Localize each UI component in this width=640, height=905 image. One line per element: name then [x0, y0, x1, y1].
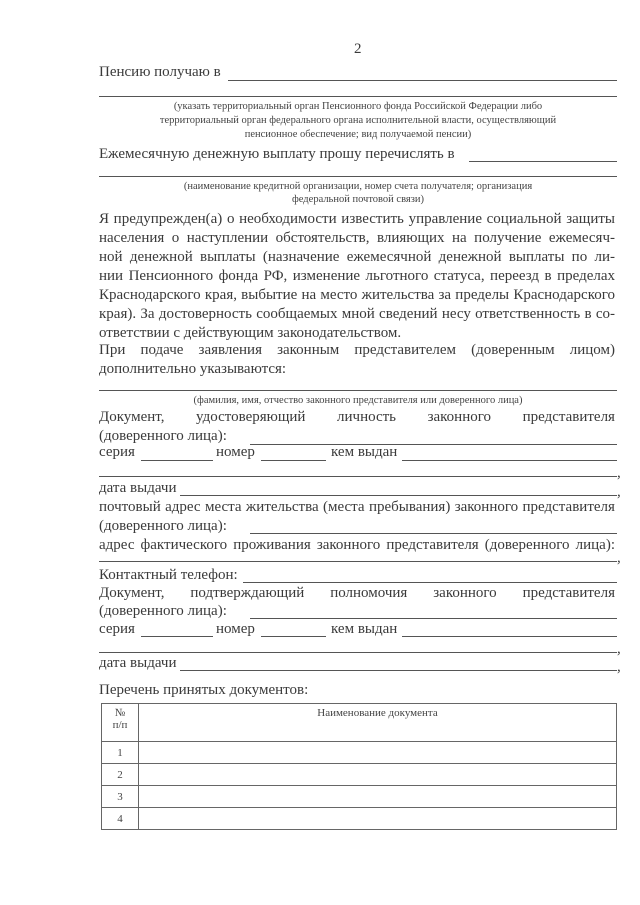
- warning-line: нии Пенсионного фонда РФ, изменение льготного статуса, переезд в пределах: [99, 268, 615, 284]
- representative-name-line[interactable]: [99, 390, 617, 391]
- issued-by-field-2b[interactable]: [402, 636, 617, 637]
- payment-caption-1: (наименование кредитной организации, номер счета получателя; организация: [183, 181, 533, 192]
- warning-line: ной денежной выплаты (назначение ежемесячной денежной выплаты по ли-: [99, 249, 615, 265]
- id-doc-field-line[interactable]: [250, 444, 617, 445]
- number-header: № п/п: [102, 704, 139, 742]
- word: личность: [337, 409, 397, 425]
- word: Документ,: [99, 585, 165, 601]
- payment-field-line-2[interactable]: [99, 176, 617, 177]
- warning-paragraph: [99, 210, 615, 343]
- warning-line: населения о наступлении обстоятельств, влияющих на получение ежемесяч-: [99, 230, 615, 246]
- name-header: Наименование документа: [139, 704, 617, 742]
- row-number: 2: [102, 764, 139, 786]
- word: почтовый: [99, 499, 161, 515]
- issued-by-field[interactable]: [402, 460, 617, 461]
- representative-intro: [99, 341, 615, 379]
- word: законного: [427, 409, 492, 425]
- table-row: [102, 742, 617, 764]
- pension-caption-1: (указать территориальный орган Пенсионного фонда Российской Федерации либо: [173, 101, 543, 112]
- issue-date-field-2[interactable]: [180, 670, 617, 671]
- pension-label: Пенсию получаю в: [99, 64, 221, 80]
- authority-doc-line: [99, 584, 615, 603]
- word: законного: [433, 585, 497, 601]
- id-doc-line: [99, 408, 615, 427]
- word: полномочия: [330, 585, 408, 601]
- issued-by-field-2[interactable]: [99, 476, 617, 477]
- id-doc-line-2: (доверенного лица):: [99, 428, 227, 444]
- row-number: 1: [102, 742, 139, 764]
- issued-by-label: кем выдан: [331, 444, 398, 460]
- word: проживания: [233, 537, 311, 553]
- authority-doc-field[interactable]: [250, 618, 617, 619]
- word: удостоверяющий: [196, 409, 306, 425]
- table-row: [102, 764, 617, 786]
- series-label: серия: [99, 444, 135, 460]
- series-label-2: серия: [99, 621, 135, 637]
- intro-line: При подаче заявления законным представителем (доверенным лицом): [99, 342, 615, 358]
- authority-doc-line-2: (доверенного лица):: [99, 603, 227, 619]
- phone-label: Контактный телефон:: [99, 567, 238, 583]
- postal-address-field[interactable]: [250, 533, 617, 534]
- page-number: 2: [354, 41, 362, 57]
- word: (доверенного: [484, 537, 570, 553]
- payment-field-line[interactable]: [469, 161, 617, 162]
- word: фактического: [140, 537, 228, 553]
- warning-line: Я предупрежден(а) о необходимости известить управление социальной защиты: [99, 211, 615, 227]
- intro-line: дополнительно указываются:: [99, 361, 287, 377]
- word: представителя: [522, 585, 615, 601]
- word: места: [204, 499, 242, 515]
- series-field[interactable]: [141, 460, 213, 461]
- word: жительства: [245, 499, 319, 515]
- warning-line: края). За достоверность сообщаемых мной сведений несу ответственность в со-: [99, 306, 615, 322]
- word: (места: [322, 499, 365, 515]
- word: представителя: [522, 409, 615, 425]
- pension-caption-3: пенсионное обеспечение; вид получаемой пенсии): [244, 129, 472, 140]
- number-field[interactable]: [261, 460, 326, 461]
- word: пребывания): [368, 499, 451, 515]
- document-name-cell[interactable]: [139, 764, 617, 786]
- word: Документ,: [99, 409, 165, 425]
- pension-field-line-2[interactable]: [99, 96, 617, 97]
- phone-field[interactable]: [243, 582, 617, 583]
- document-name-cell[interactable]: [139, 786, 617, 808]
- postal-address-line: [99, 498, 615, 517]
- word: законного: [316, 537, 381, 553]
- number-label: номер: [216, 444, 255, 460]
- pension-field-line[interactable]: [228, 80, 617, 81]
- number-field-2[interactable]: [261, 636, 326, 637]
- issue-date-label-2: дата выдачи: [99, 655, 177, 671]
- word: адрес: [165, 499, 201, 515]
- series-field-2[interactable]: [141, 636, 213, 637]
- issued-by-label-2: кем выдан: [331, 621, 398, 637]
- postal-address-line-2: (доверенного лица):: [99, 518, 227, 534]
- issue-date-label: дата выдачи: [99, 480, 177, 496]
- document-name-cell[interactable]: [139, 808, 617, 830]
- table-row: [102, 786, 617, 808]
- actual-address-line: [99, 536, 615, 555]
- issued-by-field-2c[interactable]: [99, 652, 617, 653]
- documents-table-header: [102, 704, 617, 742]
- warning-line: ответствии с действующим законодательством.: [99, 325, 402, 341]
- row-number: 3: [102, 786, 139, 808]
- table-row: [102, 808, 617, 830]
- payment-label: Ежемесячную денежную выплату прошу перечислять в: [99, 146, 455, 162]
- documents-table: [101, 703, 617, 830]
- payment-caption-2: федеральной почтовой связи): [291, 194, 424, 205]
- document-name-cell[interactable]: [139, 742, 617, 764]
- word: лица):: [575, 537, 615, 553]
- row-number: 4: [102, 808, 139, 830]
- pension-caption-2: территориальный орган федерального органа исполнительной власти, осуществляющий: [159, 115, 557, 126]
- documents-title: Перечень принятых документов:: [99, 682, 309, 698]
- word: представителя: [522, 499, 615, 515]
- word: подтверждающий: [190, 585, 305, 601]
- representative-name-caption: (фамилия, имя, отчество законного представителя или доверенного лица): [193, 395, 523, 406]
- word: представителя: [386, 537, 479, 553]
- number-label-2: номер: [216, 621, 255, 637]
- warning-line: Краснодарского края, выбытие на место жительства за пределы Краснодарского: [99, 287, 615, 303]
- actual-address-field[interactable]: [99, 561, 617, 562]
- issue-date-field[interactable]: [180, 495, 617, 496]
- word: законного: [454, 499, 519, 515]
- word: адрес: [99, 537, 135, 553]
